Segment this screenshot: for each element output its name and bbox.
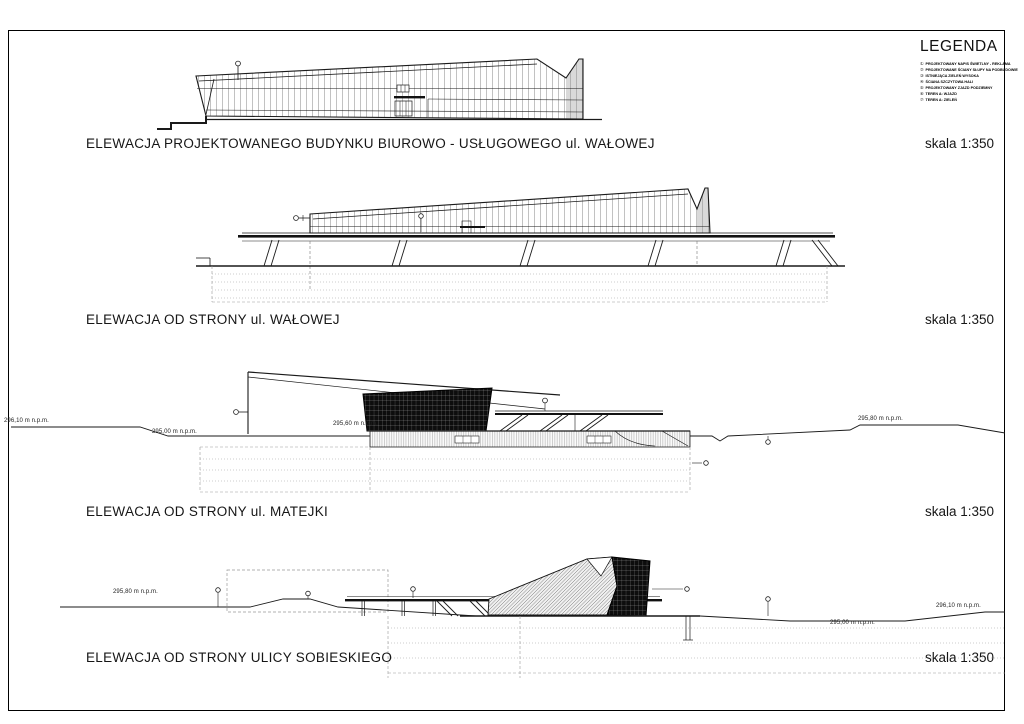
- legend-item-number: ③: [920, 73, 924, 79]
- legend-item-number: ①: [920, 61, 924, 67]
- legend-item-number: ⑤: [920, 85, 924, 90]
- legend-item-text: PROJEKTOWANE ŚCIANY SŁUPY NA PODBUDOWIE: [925, 67, 1018, 73]
- elevation-1-walowa-building: [157, 59, 602, 129]
- legend-item-text: TEREN A: ZIELEŃ: [925, 97, 957, 102]
- legend-item-number: ②: [920, 67, 924, 73]
- section-title-3: ELEWACJA OD STRONY ul. MATEJKI: [86, 504, 329, 519]
- section-scale-1: skala 1:350: [925, 136, 995, 151]
- elevation-label-sobieskiego-left: 295,80 m n.p.m.: [113, 589, 158, 595]
- legend-item-number: ⑥: [920, 91, 924, 96]
- legend-item-text: PROJEKTOWANY ZJAZD PODZIEMNY: [925, 85, 993, 90]
- elevation-label-matejki-left: 296,10 m n.p.m.: [4, 418, 49, 424]
- section-scale-4: skala 1:350: [925, 650, 995, 665]
- section-title-2: ELEWACJA OD STRONY ul. WAŁOWEJ: [86, 312, 340, 327]
- legend-item-text: TEREN A: WJAZD: [925, 91, 957, 96]
- section-title-4: ELEWACJA OD STRONY ULICY SOBIESKIEGO: [86, 650, 393, 665]
- section-title-1: ELEWACJA PROJEKTOWANEGO BUDYNKU BIUROWO - USŁUGOWEGO ul. WAŁOWEJ: [86, 136, 655, 151]
- elevation-label-matejki-mid: 295,60 m n.p.m.: [333, 421, 378, 427]
- section-scale-2: skala 1:350: [925, 312, 995, 327]
- legend-item-number: ⑦: [920, 97, 924, 102]
- elevation-label-sobieskiego-right-upper: 296,10 m n.p.m.: [936, 603, 981, 609]
- legend-item-text: ŚCIANA SZCZYTOWA HALI: [925, 79, 974, 84]
- section-scale-3: skala 1:350: [925, 504, 995, 519]
- legend-item-number: ④: [920, 79, 924, 84]
- legend-title: LEGENDA: [920, 38, 998, 55]
- elevation-2-walowa-street: [196, 188, 845, 302]
- legend-item: [920, 97, 1012, 103]
- legend-items: [920, 61, 1018, 103]
- elevation-label-matejki-left-mid: 295,00 m n.p.m.: [152, 429, 197, 435]
- elevation-label-matejki-right: 295,80 m n.p.m.: [858, 416, 903, 422]
- legend-item-text: ISTNIEJĄCA ZIELEŃ WYSOKA: [925, 73, 979, 79]
- legend-item-text: PROJEKTOWANY NAPIS ŚWIETLNY - REKLAMA: [925, 61, 1011, 67]
- elevation-label-sobieskiego-right-lower: 295,00 m n.p.m.: [830, 620, 875, 626]
- legend: [920, 38, 1018, 152]
